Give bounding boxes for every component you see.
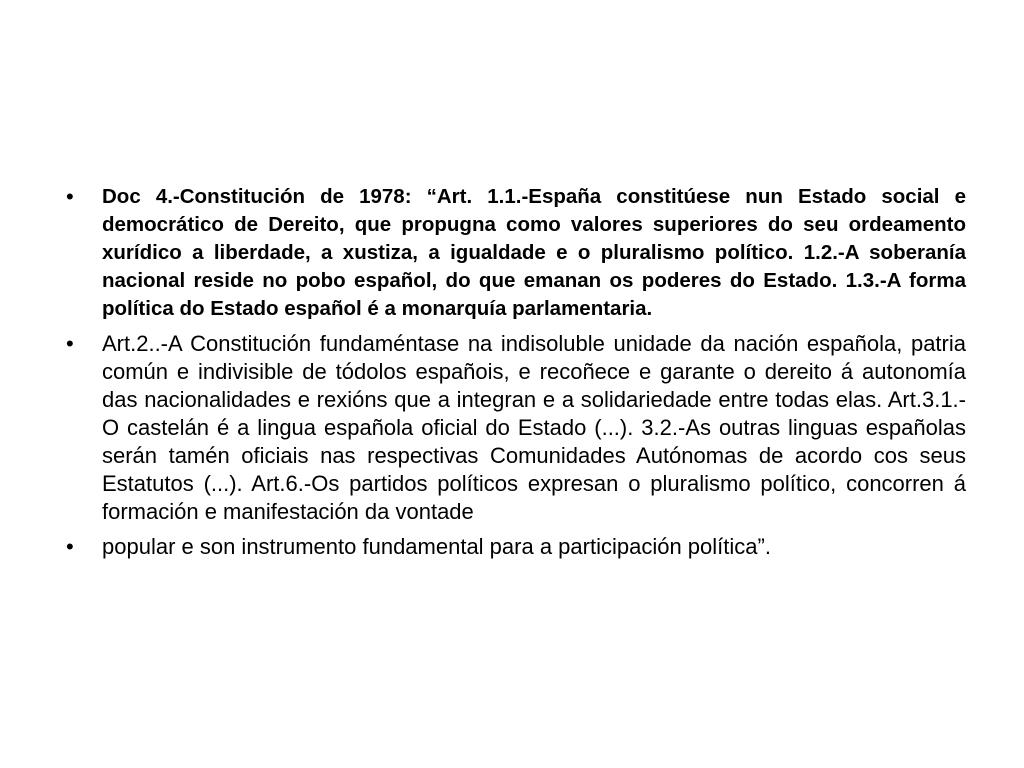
bullet-icon: • xyxy=(66,331,74,356)
bullet-text-art2-art6: Art.2..-A Constitución fundaméntase na indisoluble unidade da nación española, patria común e indivisible de tódolos españois, e recoñece e garante o dereito á autonomía das nacionalidades e rexións que a integran e a solidariedade entre todas elas. Art.3.1.-O castelán é a lingua española oficial do Estado (...). 3.2.-As outras linguas españolas serán tamén oficiais nas respectivas Comunidades Autónomas de acordo cos seus Estatutos (...). Art.6.-Os partidos políticos expresan o pluralismo político, concorren á formación e manifestación da vontade xyxy=(102,331,966,524)
bullet-icon: • xyxy=(66,184,74,209)
list-item xyxy=(66,330,966,526)
list-item xyxy=(66,183,966,323)
list-item xyxy=(66,533,966,561)
bullet-text-conclusion: popular e son instrumento fundamental para a participación política”. xyxy=(102,534,771,559)
bullet-text-doc4-articles: Doc 4.-Constitución de 1978: “Art. 1.1.-España constitúese nun Estado social e democrático de Dereito, que propugna como valores superiores do seu ordeamento xurídico a liberdade, a xustiza, a igualdade e o pluralismo político. 1.2.-A soberanía nacional reside no pobo español, do que emanan os poderes do Estado. 1.3.-A forma política do Estado español é a monarquía parlamentaria. xyxy=(102,185,966,320)
bullet-list xyxy=(66,183,966,568)
bullet-icon: • xyxy=(66,534,74,559)
